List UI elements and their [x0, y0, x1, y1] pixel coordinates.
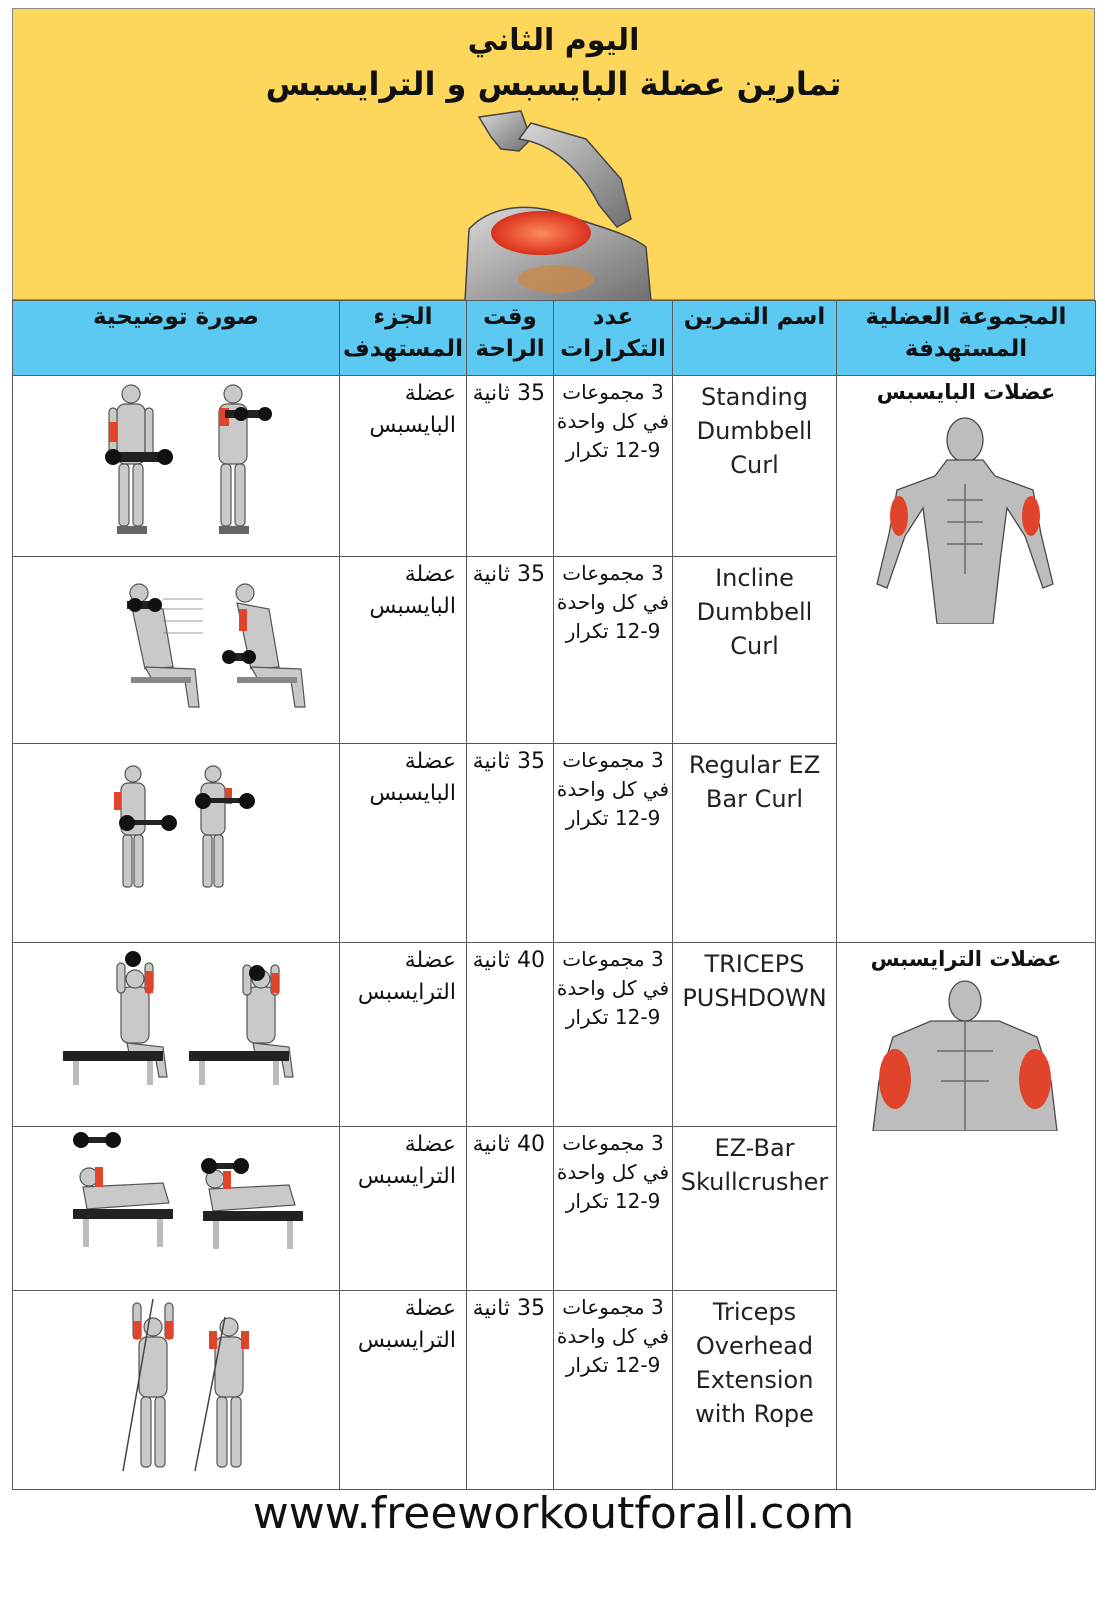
biceps-anatomy-image: [837, 404, 1094, 624]
exercise-illustration: [13, 744, 340, 943]
exercise-illustration: [13, 1127, 340, 1291]
exercise-illustration: [13, 557, 340, 744]
target-part-cell: عضلة الترايسبس: [340, 1127, 467, 1291]
column-header-muscle-group: المجموعة العضلية المستهدفة: [837, 301, 1096, 376]
website-url: www.freeworkoutforall.com: [252, 1488, 855, 1539]
target-part-cell: عضلة البايسبس: [340, 557, 467, 744]
column-header-target-part: الجزء المستهدف: [340, 301, 467, 376]
triceps-overhead-extension-rope-image: [13, 1291, 340, 1489]
exercise-name-cell: Incline Dumbbell Curl: [673, 557, 837, 744]
rest-time-cell: 35 ثانية: [467, 1291, 554, 1490]
workout-table: [12, 300, 1096, 1490]
muscle-group-label: عضلات البايسبس: [876, 380, 1056, 404]
reps-cell: 3 مجموعات في كل واحدة 9-12 تكرار: [554, 557, 673, 744]
day-title: اليوم الثاني: [467, 23, 640, 58]
target-part-cell: عضلة الترايسبس: [340, 1291, 467, 1490]
ez-bar-curl-image: [13, 744, 340, 942]
reps-cell: 3 مجموعات في كل واحدة 9-12 تكرار: [554, 1127, 673, 1291]
exercise-illustration: [13, 943, 340, 1127]
column-header-exercise-name: اسم التمرين: [673, 301, 837, 376]
table-header-row: [13, 301, 1096, 376]
table-row: [13, 943, 1096, 1127]
reps-cell: 3 مجموعات في كل واحدة 9-12 تكرار: [554, 1291, 673, 1490]
exercise-name-cell: EZ-Bar Skullcrusher: [673, 1127, 837, 1291]
triceps-pushdown-image: [13, 943, 340, 1126]
table-row: [13, 376, 1096, 557]
triceps-anatomy-image: [837, 971, 1094, 1131]
target-part-cell: عضلة البايسبس: [340, 376, 467, 557]
reps-cell: 3 مجموعات في كل واحدة 9-12 تكرار: [554, 943, 673, 1127]
exercise-illustration: [13, 1291, 340, 1490]
exercise-name-cell: Triceps Overhead Extension with Rope: [673, 1291, 837, 1490]
rest-time-cell: 35 ثانية: [467, 744, 554, 943]
ez-bar-skullcrusher-image: [13, 1127, 340, 1290]
page-header: [12, 8, 1095, 300]
muscle-group-cell-biceps: [837, 376, 1096, 943]
incline-dumbbell-curl-image: [13, 557, 340, 743]
rest-time-cell: 40 ثانية: [467, 1127, 554, 1291]
exercise-illustration: [13, 376, 340, 557]
reps-cell: 3 مجموعات في كل واحدة 9-12 تكرار: [554, 376, 673, 557]
reps-cell: 3 مجموعات في كل واحدة 9-12 تكرار: [554, 744, 673, 943]
target-part-cell: عضلة البايسبس: [340, 744, 467, 943]
column-header-illustration: صورة توضيحية: [13, 301, 340, 376]
rest-time-cell: 35 ثانية: [467, 557, 554, 744]
column-header-rest-time: وقت الراحة: [467, 301, 554, 376]
muscle-group-label: عضلات الترايسبس: [870, 947, 1062, 971]
exercise-name-cell: Regular EZ Bar Curl: [673, 744, 837, 943]
exercise-name-cell: Standing Dumbbell Curl: [673, 376, 837, 557]
rest-time-cell: 40 ثانية: [467, 943, 554, 1127]
flexed-arm-illustration: [461, 109, 666, 301]
rest-time-cell: 35 ثانية: [467, 376, 554, 557]
standing-dumbbell-curl-image: [13, 376, 340, 556]
exercise-name-cell: TRICEPS PUSHDOWN: [673, 943, 837, 1127]
workout-title: تمارين عضلة البايسبس و الترايسبس: [265, 65, 842, 103]
target-part-cell: عضلة الترايسبس: [340, 943, 467, 1127]
column-header-reps: عدد التكرارات: [554, 301, 673, 376]
muscle-group-cell-triceps: [837, 943, 1096, 1490]
